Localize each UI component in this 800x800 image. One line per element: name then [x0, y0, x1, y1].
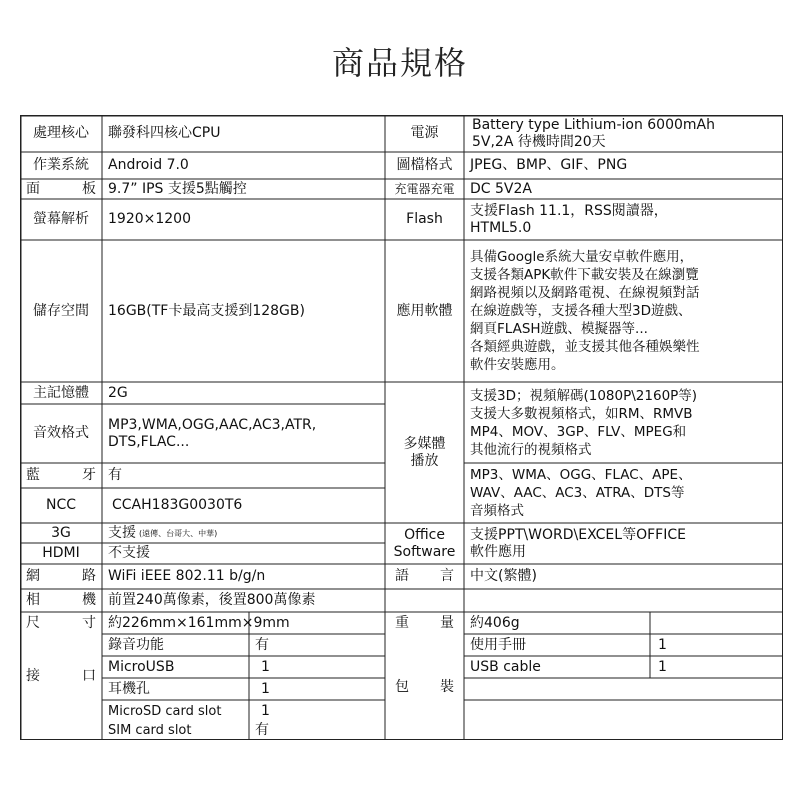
label-language-b: 言: [440, 568, 454, 584]
label-multimedia-line1: 多媒體: [403, 435, 446, 452]
label-network-a: 網: [26, 568, 40, 584]
label-storage: 儲存空間: [33, 302, 89, 319]
ports-item-value: 1: [261, 680, 270, 697]
value-3g-note: (遠傳、台哥大、中華): [139, 528, 218, 538]
value-office-line2: 軟件應用: [470, 543, 526, 560]
video-line: 其他流行的視頻格式: [470, 441, 592, 458]
label-size-a: 尺: [26, 614, 40, 631]
spec-table: [20, 115, 783, 740]
label-size-b: 寸: [82, 614, 96, 631]
label-weight: [385, 612, 464, 634]
video-line: MP4、MOV、3GP、FLV、MPEG和: [470, 423, 687, 440]
label-office-line1: Office: [404, 526, 445, 543]
label-power: 電源: [410, 125, 439, 141]
ports-item-name: 耳機孔: [108, 680, 150, 697]
label-weight-b: 量: [440, 614, 454, 631]
ports-item-name: MicroSD card slot: [108, 703, 222, 719]
value-ram: 2G: [108, 384, 128, 401]
label-network-b: 路: [82, 568, 96, 584]
audio-line: 音頻格式: [470, 503, 524, 519]
package-item-name: 使用手冊: [470, 636, 526, 653]
label-bluetooth-a: 藍: [26, 467, 40, 483]
value-size: 約226mm×161mm×9mm: [108, 614, 290, 631]
label-panel: [20, 179, 102, 199]
apps-line: 各類經典遊戲，並支援其他各種娛樂性: [470, 339, 700, 355]
label-camera-a: 相: [26, 592, 40, 608]
video-line: 支援大多數視頻格式，如RM、RMVB: [470, 405, 693, 422]
ports-item-value: 有: [255, 636, 269, 653]
value-3g: [102, 523, 385, 543]
audio-line: WAV、AAC、AC3、ATRA、DTS等: [470, 485, 685, 501]
label-3g: 3G: [51, 524, 71, 541]
label-office: [385, 523, 464, 564]
label-camera-b: 機: [82, 592, 96, 608]
label-multimedia: [385, 382, 464, 523]
label-apps: 應用軟體: [396, 302, 453, 319]
value-resolution: 1920×1200: [108, 211, 191, 227]
value-image-format: JPEG、BMP、GIF、PNG: [470, 157, 628, 173]
apps-line: 軟件安裝應用。: [470, 357, 565, 373]
value-audio-line1: MP3,WMA,OGG,AAC,AC3,ATR,: [108, 416, 317, 433]
page-title: 商品規格: [331, 44, 468, 82]
ports-item-name: SIM card slot: [108, 722, 192, 738]
label-office-line2: Software: [393, 543, 456, 560]
value-audio: [102, 404, 385, 463]
value-charger: DC 5V2A: [470, 180, 532, 197]
value-3g-text: 支援: [108, 524, 136, 541]
label-ports-b: 口: [82, 667, 96, 684]
label-weight-a: 重: [395, 614, 409, 631]
value-ncc: CCAH183G0030T6: [112, 497, 243, 513]
label-charger: 充電器充電: [394, 181, 455, 196]
label-multimedia-line2: 播放: [410, 452, 439, 469]
label-panel-b: 板: [82, 180, 96, 197]
label-bluetooth: [20, 463, 102, 488]
value-bluetooth: 有: [108, 467, 122, 483]
label-bluetooth-b: 牙: [82, 467, 96, 483]
value-audio-formats: [464, 463, 783, 523]
ports-item-value: 有: [255, 721, 269, 738]
value-office: [464, 523, 783, 564]
value-flash: [464, 199, 783, 240]
apps-line: 網路視頻以及網路電視、在線視頻對話: [470, 285, 700, 301]
ports-item-name: MicroUSB: [108, 658, 175, 675]
value-power-line1: Battery type Lithium-ion 6000mAh: [472, 116, 715, 133]
ports-item-name: 錄音功能: [108, 636, 164, 653]
value-camera: 前置240萬像素，後置800萬像素: [108, 592, 316, 608]
ports-item-value: 1: [261, 702, 270, 719]
apps-line: 網頁FLASH遊戲、模擬器等...: [470, 321, 648, 337]
value-flash-line1: 支援Flash 11.1，RSS閱讀器，: [470, 202, 668, 219]
package-item-value: 1: [658, 636, 667, 653]
package-item-value: 1: [658, 658, 667, 675]
value-storage: 16GB(TF卡最高支援到128GB): [108, 302, 305, 319]
label-package: [385, 634, 464, 740]
value-power-line2: 5V,2A 待機時間20天: [472, 133, 606, 150]
value-language: 中文(繁體): [470, 568, 537, 584]
value-apps: [464, 240, 783, 382]
label-camera: [20, 589, 102, 612]
label-cpu: 處理核心: [33, 125, 89, 141]
label-ncc: NCC: [45, 497, 77, 513]
label-audio: 音效格式: [33, 425, 89, 441]
label-language: [385, 564, 464, 589]
value-audio-line2: DTS,FLAC...: [108, 433, 190, 450]
apps-line: 支援各類APK軟件下載安裝及在線瀏覽: [470, 267, 699, 283]
video-line: 支援3D；視頻解碼(1080P\2160P等): [470, 387, 698, 404]
label-ports: [20, 612, 102, 740]
apps-line: 在線遊戲等，支援各種大型3D遊戲、: [470, 303, 692, 319]
value-power: [464, 115, 783, 152]
label-package-b: 裝: [440, 678, 454, 695]
label-os: 作業系統: [33, 157, 89, 173]
label-package-a: 包: [395, 678, 409, 695]
package-item-name: USB cable: [470, 658, 541, 675]
label-panel-a: 面: [26, 180, 40, 197]
label-flash: Flash: [406, 211, 443, 227]
value-panel: 9.7” IPS 支援5點觸控: [108, 180, 247, 197]
label-network: [20, 564, 102, 589]
audio-line: MP3、WMA、OGG、FLAC、APE、: [470, 467, 692, 483]
value-weight: 約406g: [470, 614, 520, 631]
ports-item-value: 1: [261, 658, 270, 675]
label-ports-a: 接: [26, 667, 40, 684]
apps-line: 具備Google系統大量安卓軟件應用，: [470, 249, 694, 265]
label-image-format: 圖檔格式: [396, 157, 453, 173]
value-video: [464, 382, 783, 463]
value-hdmi: 不支援: [108, 545, 150, 561]
value-network: WiFi iEEE 802.11 b/g/n: [108, 568, 266, 584]
value-os: Android 7.0: [108, 157, 189, 173]
label-ram: 主記憶體: [33, 384, 89, 401]
value-flash-line2: HTML5.0: [470, 219, 532, 236]
label-language-a: 語: [395, 568, 409, 584]
value-office-line1: 支援PPT\WORD\EXCEL等OFFICE: [470, 526, 686, 543]
label-hdmi: HDMI: [42, 545, 80, 561]
value-cpu: 聯發科四核心CPU: [108, 125, 221, 141]
label-resolution: 螢幕解析: [33, 211, 89, 227]
